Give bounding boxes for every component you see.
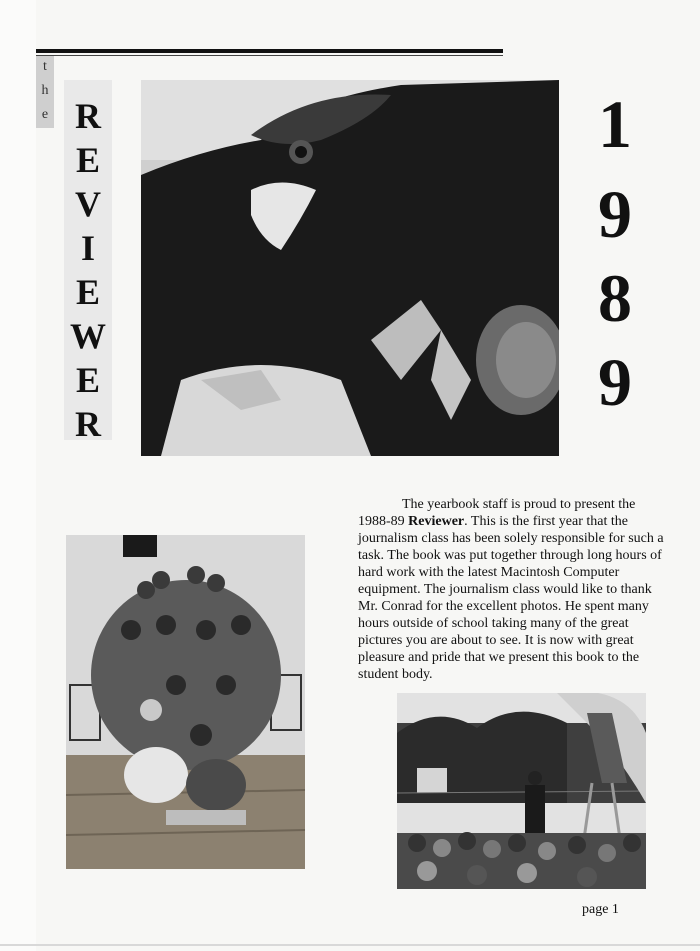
masthead-the-letter: e bbox=[41, 107, 49, 122]
intro-text bbox=[358, 496, 670, 683]
group-photo-image bbox=[66, 535, 305, 869]
intro-lead: The yearbook staff is proud to present the 1988-89 bbox=[358, 497, 636, 529]
eagle-mascot-image bbox=[141, 80, 559, 456]
intro-rest: . This is the first year that the journalism class has been solely responsible for such a task. The book was put together through long hours of hard work with the latest Macintosh Computer equipment. The journalism class would like to thank Mr. Conrad for the excellent photos. He spent many hours outside of school taking many of the great pictures you are about to see. It is now with great pleasure and pride that we present this book to the student body. bbox=[358, 514, 664, 682]
year-digit: 1 bbox=[598, 86, 632, 162]
header-rule-thin bbox=[36, 55, 503, 56]
page-margin bbox=[0, 0, 36, 951]
intro-paragraph bbox=[358, 496, 670, 683]
masthead-title bbox=[64, 80, 112, 444]
masthead-title-letter: W bbox=[70, 316, 106, 356]
year-digit: 8 bbox=[598, 260, 632, 336]
reviewer-bold-word: Reviewer bbox=[408, 514, 465, 529]
assembly-photo-image bbox=[397, 693, 646, 889]
outdoor-assembly-photo bbox=[397, 693, 646, 889]
masthead-the-letter: h bbox=[41, 83, 49, 98]
masthead-the bbox=[36, 56, 54, 128]
header-rule bbox=[36, 49, 503, 53]
journalism-class-group-photo bbox=[66, 535, 305, 869]
masthead-title-letter: R bbox=[75, 96, 101, 136]
eagle-mascot-photo bbox=[141, 80, 559, 456]
masthead-title-letter: E bbox=[75, 272, 100, 312]
masthead-title-letter: E bbox=[75, 140, 100, 180]
year-digit: 9 bbox=[598, 176, 632, 252]
masthead-title-letter: R bbox=[75, 404, 101, 444]
year-digit: 9 bbox=[598, 344, 632, 420]
page-number: page 1 bbox=[582, 902, 619, 917]
masthead-title-letter: V bbox=[75, 184, 101, 224]
masthead-title-letter: I bbox=[80, 228, 95, 268]
masthead-title-letter: E bbox=[75, 360, 100, 400]
bottom-edge bbox=[0, 944, 700, 946]
masthead-the-letter: t bbox=[43, 59, 47, 74]
